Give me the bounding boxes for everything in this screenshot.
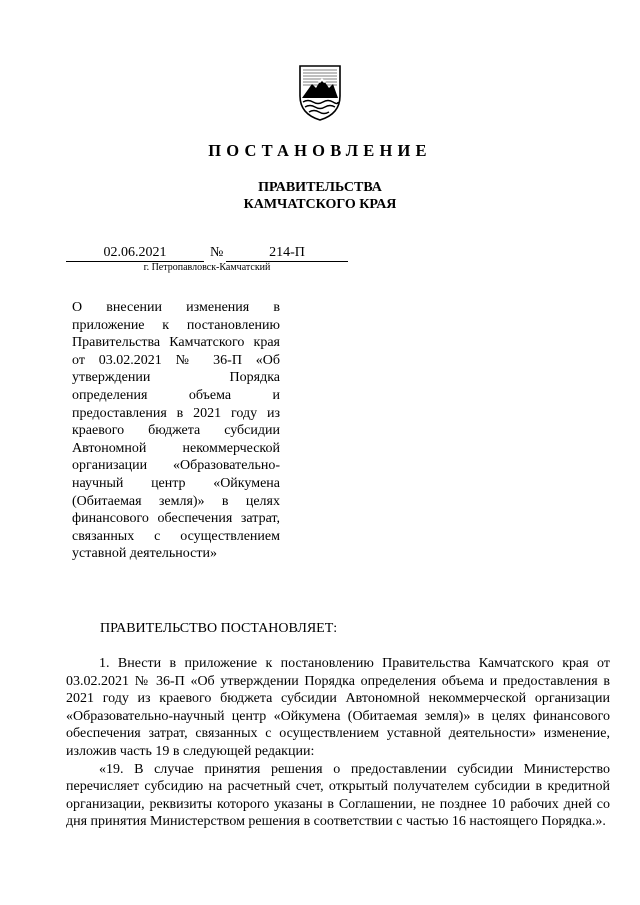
- document-number: 214-П: [226, 244, 348, 262]
- issuer-line-2: КАМЧАТСКОГО КРАЯ: [243, 197, 397, 212]
- issuer-line-1: ПРАВИТЕЛЬСТВА: [258, 180, 382, 195]
- body-paragraph-2: «19. В случае принятия решения о предоставлении субсидии Министерство перечисляет субсидию на расчетный счет, открытый получателем субсидии в кредитной организации, реквизиты которого указаны в Соглашении, не позднее 10 рабочих дней со дня принятия Министерством решения в соответствии с частью 16 настоящего Порядка.».: [66, 761, 610, 830]
- document-body: [66, 655, 610, 831]
- document-date: 02.06.2021: [66, 244, 204, 262]
- document-place: г. Петропавловск-Камчатский: [143, 262, 271, 273]
- document-subject: О внесении изменения в приложение к постановлению Правительства Камчатского края от 03.02.2021 № 36-П «Об утверждении Порядка определения объема и предоставления в 2021 году из краевого бюджета субсидии Автономной некоммерческой организации «Образовательно-научный центр «Ойкумена (Обитаемая земля)» в целях финансового обеспечения затрат, связанных с осуществлением уставной деятельности»: [72, 300, 280, 562]
- body-paragraph-1: 1. Внести в приложение к постановлению Правительства Камчатского края от 03.02.2021 № 36-П «Об утверждении Порядка определения объема и предоставления в 2021 году из краевого бюджета субсидии Автономной некоммерческой организации «Образовательно-научный центр «Ойкумена (Обитаемая земля)» в целях финансового обеспечения затрат, связанных с осуществлением уставной деятельности» изменение, изложив часть 19 в следующей редакции:: [66, 656, 610, 759]
- resolves-heading: ПРАВИТЕЛЬСТВО ПОСТАНОВЛЯЕТ:: [100, 621, 338, 636]
- issuer-name: [0, 179, 640, 213]
- coat-of-arms-icon: [297, 62, 343, 122]
- document-type-title: ПОСТАНОВЛЕНИЕ: [208, 141, 432, 160]
- number-sign: №: [210, 245, 224, 260]
